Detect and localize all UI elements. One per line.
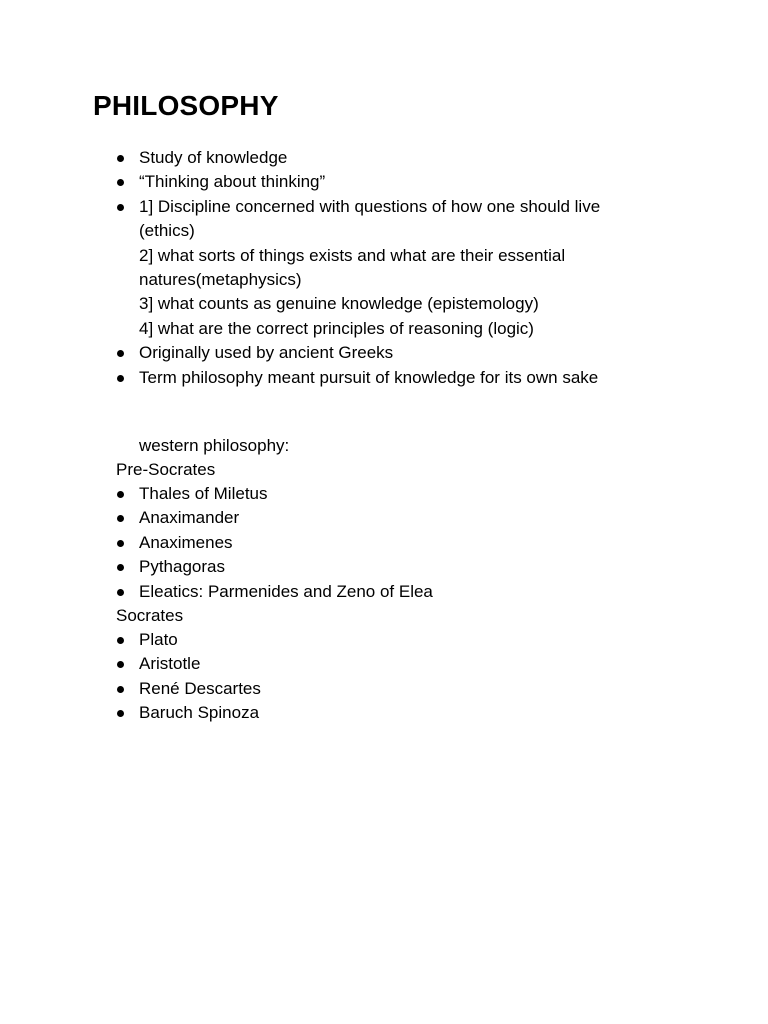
presocrates-heading: Pre-Socrates <box>116 460 216 479</box>
list-item <box>0 701 768 725</box>
list-item-text: Anaximenes <box>139 532 233 552</box>
list-item-text: Originally used by ancient Greeks <box>139 343 394 363</box>
bullet-icon <box>117 375 124 382</box>
list-item-text: “Thinking about thinking” <box>139 172 326 192</box>
bullet-icon <box>117 179 124 186</box>
bullet-icon <box>117 564 124 571</box>
list-item <box>0 628 768 652</box>
list-item <box>0 146 768 170</box>
list-item <box>0 170 768 194</box>
list-item-text: Baruch Spinoza <box>139 703 260 723</box>
page-title: PHILOSOPHY <box>93 90 279 121</box>
list-item-text: (ethics) <box>139 221 195 241</box>
list-item <box>0 195 768 341</box>
list-item <box>0 555 768 579</box>
list-item <box>0 580 768 604</box>
list-item-text: René Descartes <box>139 678 261 698</box>
bullet-icon <box>117 589 124 596</box>
bullet-icon <box>117 204 124 211</box>
list-item <box>0 652 768 676</box>
list-item-text: Eleatics: Parmenides and Zeno of Elea <box>139 581 433 601</box>
bullet-icon <box>117 515 124 522</box>
list-item-text: 2] what sorts of things exists and what are their essential <box>139 245 566 265</box>
list-item-text: natures(metaphysics) <box>139 270 302 290</box>
list-item-text: Term philosophy meant pursuit of knowledge for its own sake <box>139 367 599 387</box>
bullet-icon <box>117 155 124 162</box>
definition-list <box>0 146 768 390</box>
bullet-icon <box>117 686 124 693</box>
list-item-text: 3] what counts as genuine knowledge (epistemology) <box>139 294 539 314</box>
list-item <box>0 531 768 555</box>
list-item-text: Thales of Miletus <box>139 484 268 503</box>
list-item <box>0 677 768 701</box>
list-item-text: 1] Discipline concerned with questions of how one should live <box>139 196 601 216</box>
list-item-text: 4] what are the correct principles of reasoning (logic) <box>139 318 534 338</box>
socrates-heading: Socrates <box>116 606 184 625</box>
list-item-text: Anaximander <box>139 508 240 528</box>
bullet-icon <box>117 540 124 547</box>
bullet-icon <box>117 491 124 498</box>
list-item <box>0 506 768 530</box>
list-item <box>0 341 768 365</box>
presocrates-list <box>0 482 768 604</box>
list-item-text: Pythagoras <box>139 557 225 577</box>
list-item-text: Study of knowledge <box>139 148 288 167</box>
bullet-icon <box>117 350 124 357</box>
list-item <box>0 482 768 506</box>
list-item <box>0 366 768 390</box>
bullet-icon <box>117 637 124 644</box>
bullet-icon <box>117 661 124 668</box>
socrates-list <box>0 628 768 726</box>
list-item-text: Aristotle <box>139 654 201 674</box>
bullet-icon <box>117 710 124 717</box>
list-item-text: Plato <box>139 630 178 649</box>
western-philosophy-heading: western philosophy: <box>139 436 290 455</box>
